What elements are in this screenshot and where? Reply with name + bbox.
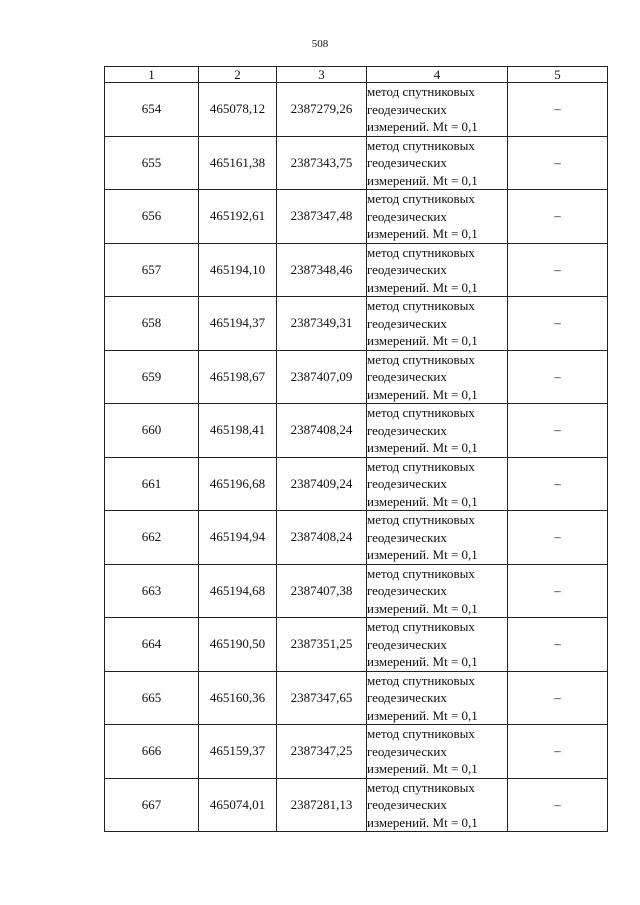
method-line: измерений. Mt = 0,1 (367, 761, 478, 776)
y-coordinate-cell: 2387281,13 (277, 778, 367, 832)
column-5-cell: – (508, 190, 608, 244)
method-line: измерений. Mt = 0,1 (367, 440, 478, 455)
method-line: геодезических (367, 208, 447, 224)
method-line: метод спутниковых (367, 619, 475, 634)
method-line: метод спутниковых (367, 565, 475, 581)
method-line: измерений. Mt = 0,1 (367, 654, 478, 669)
table-row (105, 511, 608, 565)
method-line: измерений. Mt = 0,1 (367, 226, 478, 241)
point-number-cell: 654 (105, 83, 199, 137)
y-coordinate-cell: 2387348,46 (277, 243, 367, 297)
method-line: метод спутниковых (367, 351, 475, 367)
x-coordinate-cell: 465194,37 (199, 297, 277, 351)
method-line: метод спутниковых (367, 405, 475, 420)
table-row (105, 778, 608, 832)
page-number: 508 (311, 38, 329, 50)
column-5-cell: – (508, 457, 608, 511)
y-coordinate-cell: 2387347,48 (277, 190, 367, 244)
y-coordinate-cell: 2387349,31 (277, 297, 367, 351)
y-coordinate-cell: 2387408,24 (277, 404, 367, 458)
column-header-5: 5 (508, 67, 608, 83)
column-header-1: 1 (105, 67, 199, 83)
method-line: измерений. Mt = 0,1 (367, 333, 478, 348)
method-cell (367, 618, 508, 672)
method-line: геодезических (367, 155, 447, 170)
point-number-cell: 662 (105, 511, 199, 565)
method-line: геодезических (367, 636, 447, 652)
method-line: метод спутниковых (367, 779, 475, 795)
method-line: метод спутниковых (367, 244, 475, 260)
x-coordinate-cell: 465159,37 (199, 725, 277, 779)
method-line: метод спутниковых (367, 512, 475, 527)
method-line: измерений. Mt = 0,1 (367, 172, 478, 188)
column-5-cell: – (508, 404, 608, 458)
x-coordinate-cell: 465074,01 (199, 778, 277, 832)
table-body (105, 83, 608, 832)
column-5-cell: – (508, 511, 608, 565)
method-line: измерений. Mt = 0,1 (367, 814, 478, 830)
method-line: метод спутниковых (367, 191, 475, 206)
table-row (105, 243, 608, 297)
table-row (105, 136, 608, 190)
column-5-cell: – (508, 725, 608, 779)
column-5-cell: – (508, 297, 608, 351)
x-coordinate-cell: 465198,67 (199, 350, 277, 404)
table-row (105, 350, 608, 404)
method-line: метод спутниковых (367, 298, 475, 313)
point-number-cell: 667 (105, 778, 199, 832)
y-coordinate-cell: 2387409,24 (277, 457, 367, 511)
method-line: геодезических (367, 583, 447, 598)
x-coordinate-cell: 465194,68 (199, 564, 277, 618)
method-cell (367, 671, 508, 725)
x-coordinate-cell: 465078,12 (199, 83, 277, 137)
table-row (105, 190, 608, 244)
method-line: геодезических (367, 262, 447, 277)
method-line: геодезических (367, 101, 447, 117)
point-number-cell: 658 (105, 297, 199, 351)
x-coordinate-cell: 465196,68 (199, 457, 277, 511)
table-row (105, 404, 608, 458)
point-number-cell: 657 (105, 243, 199, 297)
table-row (105, 671, 608, 725)
method-line: геодезических (367, 315, 447, 331)
method-line: измерений. Mt = 0,1 (367, 600, 478, 616)
column-5-cell: – (508, 671, 608, 725)
method-cell (367, 404, 508, 458)
method-line: геодезических (367, 743, 447, 759)
table-row (105, 618, 608, 672)
x-coordinate-cell: 465194,94 (199, 511, 277, 565)
method-cell (367, 564, 508, 618)
method-cell (367, 725, 508, 779)
method-cell (367, 457, 508, 511)
table-row (105, 725, 608, 779)
method-line: измерений. Mt = 0,1 (367, 547, 478, 562)
y-coordinate-cell: 2387279,26 (277, 83, 367, 137)
method-line: метод спутниковых (367, 84, 475, 99)
method-line: измерений. Mt = 0,1 (367, 386, 478, 402)
column-5-cell: – (508, 136, 608, 190)
method-line: геодезических (367, 690, 447, 705)
table-row (105, 564, 608, 618)
y-coordinate-cell: 2387408,24 (277, 511, 367, 565)
point-number-cell: 663 (105, 564, 199, 618)
column-header-2: 2 (199, 67, 277, 83)
point-number-cell: 664 (105, 618, 199, 672)
point-number-cell: 655 (105, 136, 199, 190)
x-coordinate-cell: 465160,36 (199, 671, 277, 725)
column-5-cell: – (508, 243, 608, 297)
column-5-cell: – (508, 618, 608, 672)
y-coordinate-cell: 2387347,65 (277, 671, 367, 725)
table-row (105, 457, 608, 511)
column-5-cell: – (508, 350, 608, 404)
column-5-cell: – (508, 778, 608, 832)
method-line: метод спутниковых (367, 458, 475, 474)
point-number-cell: 666 (105, 725, 199, 779)
method-line: измерений. Mt = 0,1 (367, 707, 478, 723)
coordinates-table (104, 66, 608, 832)
method-line: геодезических (367, 422, 447, 438)
table-header-row (105, 67, 608, 83)
method-cell (367, 778, 508, 832)
column-5-cell: – (508, 83, 608, 137)
method-line: геодезических (367, 476, 447, 491)
method-line: метод спутниковых (367, 672, 475, 688)
method-cell (367, 350, 508, 404)
method-cell (367, 511, 508, 565)
method-line: метод спутниковых (367, 137, 475, 153)
y-coordinate-cell: 2387407,38 (277, 564, 367, 618)
column-header-3: 3 (277, 67, 367, 83)
method-line: измерений. Mt = 0,1 (367, 493, 478, 509)
method-cell (367, 190, 508, 244)
point-number-cell: 659 (105, 350, 199, 404)
method-line: геодезических (367, 369, 447, 384)
point-number-cell: 661 (105, 457, 199, 511)
y-coordinate-cell: 2387343,75 (277, 136, 367, 190)
method-line: геодезических (367, 529, 447, 545)
method-line: измерений. Mt = 0,1 (367, 119, 478, 134)
point-number-cell: 656 (105, 190, 199, 244)
method-cell (367, 297, 508, 351)
method-line: метод спутниковых (367, 726, 475, 741)
table-row (105, 83, 608, 137)
column-5-cell: – (508, 564, 608, 618)
x-coordinate-cell: 465194,10 (199, 243, 277, 297)
x-coordinate-cell: 465190,50 (199, 618, 277, 672)
method-cell (367, 243, 508, 297)
method-line: измерений. Mt = 0,1 (367, 279, 478, 295)
table-row (105, 297, 608, 351)
x-coordinate-cell: 465161,38 (199, 136, 277, 190)
y-coordinate-cell: 2387351,25 (277, 618, 367, 672)
column-header-4: 4 (367, 67, 508, 83)
x-coordinate-cell: 465192,61 (199, 190, 277, 244)
point-number-cell: 660 (105, 404, 199, 458)
y-coordinate-cell: 2387347,25 (277, 725, 367, 779)
method-cell (367, 83, 508, 137)
x-coordinate-cell: 465198,41 (199, 404, 277, 458)
point-number-cell: 665 (105, 671, 199, 725)
y-coordinate-cell: 2387407,09 (277, 350, 367, 404)
method-line: геодезических (367, 797, 447, 812)
method-cell (367, 136, 508, 190)
